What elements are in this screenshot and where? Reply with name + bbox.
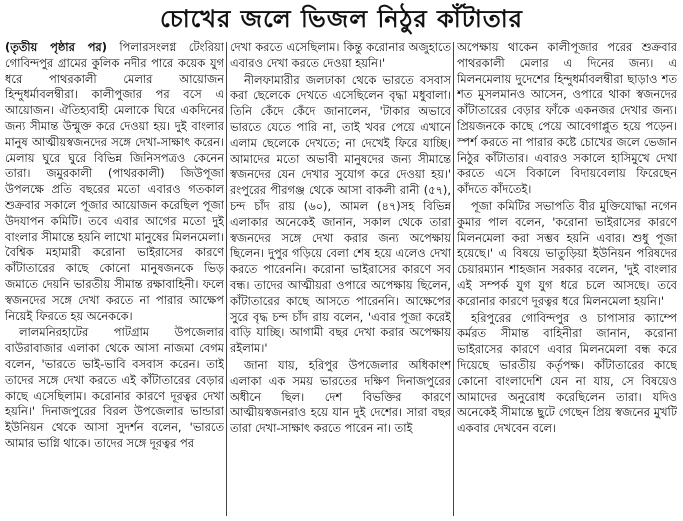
article-column-1 (5, 40, 224, 518)
article-paragraph: দেখা করতে এসেছিলাম। কিন্তু করোনার অজুহাতে এবারও দেখা করতে দেওয়া হয়নি।' (230, 40, 451, 70)
column-divider (453, 42, 454, 516)
article-paragraph: অপেক্ষায় থাকেন কালীপূজার পরের শুক্রবার পাথরকালী মেলার এ দিনের জন্য। এ মিলনমেলায় দুদেশের হিন্দুধর্মাবলম্বীরা ছাড়াও শত শত মুসলমানও আসেন, ওপারে থাকা স্বজনদের কাঁটাতারের বেড়ার ফাঁকে একনজর দেখার জন্য। প্রিয়জনকে কাছে পেয়ে আবেগাপ্লুত হয়ে পড়েন। স্পর্শ করতে না পারার কষ্টে চোখের জলে ভেজান নিঠুর কাঁটাতার। এবারও সকালে হাসিমুখে দেখা করতে এসে বিকালে বিদায়বেলায় ফিরেছেন কাঁদতে কাঁদতেই। (457, 40, 677, 197)
article-paragraph: নীলফামারীর জলঢাকা থেকে ভারতে বসবাস করা ছেলেকে দেখতে এসেছিলেন বৃদ্ধা মধুবালা। তিনি কেঁদে কেঁদে জানালেন, 'টাকার অভাবে ভারতে যেতে পারি না, তাই খবর পেয়ে এখানে এলাম ছেলেকে দেখতে; না দেখেই ফিরে যাচ্ছি। আমাদের মতো অভাবী মানুষদের জন্য সীমান্তে স্বজনদের যেন দেখার সুযোগ করে দেওয়া হয়।' রংপুরের পীরগঞ্জ থেকে আসা বাকলী রানী (৫৭), চন্দ চাঁদ রায় (৬০), আমল (৪৭)সহ বিভিন্ন এলাকার অনেকেই জানান, সকাল থেকে তারা স্বজনদের সঙ্গে দেখা করার জন্য অপেক্ষায় ছিলেন। দুপুর গড়িয়ে বেলা শেষ হয়ে এলেও দেখা করতে পারেননি। করোনা ভাইরাসের কারণে সব বন্ধ। তাদের আত্মীয়রা ওপারে অপেক্ষায় ছিলেন, কাঁটাতারের কাছে আসতে পারেননি। আক্ষেপের সুরে বৃদ্ধ চন্দ চাঁদ রায় বলেন, 'এবার পূজা করেই বাড়ি যাচ্ছি। আগামী বছর দেখা করার অপেক্ষায় রইলাম।' (230, 72, 451, 356)
paragraph-text: পিলারসংলগ্ন টেংরিয়া গোবিন্দপুর গ্রামের কুলিক নদীর পারে কয়েক যুগ ধরে পাথরকালী মেলার আয়োজন হিন্দুধর্মাবলম্বীরা। কালীপুজার পর বসে এ আয়োজন। ঐতিহ্যবাহী মেলাকে ঘিরে একদিনের জন্য সীমান্ত উন্মুক্ত করে দেওয়া হয়। দুই বাংলার মানুষ আত্মীয়স্বজনদের সঙ্গে দেখা-সাক্ষাৎ করেন। মেলায় ঘুরে ঘুরে বিভিন্ন জিনিসপত্রও কেনেন তারা। জমুরকালী (পাথরকালী) জিউপূজা উপলক্ষে প্রতি বছরের মতো এবারও গতকাল শুক্রবার সকালে পূজার আয়োজন করেছিল পূজা উদযাপন কমিটি। তবে এবার আগের মতো দুই বাংলার সীমান্তে হয়নি লাখো মানুষের মিলনমেলা। বৈশ্বিক মহামারী করোনা ভাইরাসের কারণে কাঁটাতারের কাছে কোনো মানুষজনকে ভিড় জমাতে দেয়নি ভারতীয় সীমান্ত রক্ষাবাহিনী। ফলে স্বজনদের সঙ্গে দেখা করতে না পারার আক্ষেপ নিয়েই ফিরতে হয় অনেককে। (5, 40, 224, 323)
article-column-3 (457, 40, 677, 518)
continuation-reference: (তৃতীয় পৃষ্ঠার পর) (5, 40, 107, 54)
article-paragraph: পূজা কমিটির সভাপতি বীর মুক্তিযোদ্ধা নগেন কুমার পাল বলেন, 'করোনা ভাইরাসের কারণে মিলনমেলা করা সম্ভব হয়নি এবার। শুধু পূজা হয়েছে।' এ বিষয়ে ভাতুড়িয়া ইউনিয়ন পরিষদের চেয়ারম্যান শাহজান সরকার বলেন, 'দুই বাংলার এই সম্পর্ক যুগ যুগ ধরে চলে আসছে। তবে করোনার কারণে দূরত্বর ধরে মিলনমেলা হয়নি।' (457, 198, 677, 308)
article-paragraph (5, 40, 224, 324)
article-paragraph: জানা যায়, হরিপুর উপজেলার অধিকাংশ এলাকা এক সময় ভারতের দক্ষিণ দিনাজপুরের অধীনে ছিল। দেশ বিভক্তির কারণে আত্মীয়স্বজনরাও হয়ে যান দুই দেশের। সারা বছর তারা দেখা-সাক্ষাৎ করতে পারেন না। তাই (230, 357, 451, 436)
article-paragraph: লালমনিরহাটের পাটগ্রাম উপজেলার বাউরাবাজার এলাকা থেকে আসা নাজমা বেগম বলেন, 'ভারতে ভাই-ভাবি বসবাস করেন। তাই তাদের সঙ্গে দেখা করতে এই কাঁটাতারের বেড়ার কাছে এসেছিলাম। করোনার কারণে দূরত্বর দেখা হয়নি।' দিনাজপুরের বিরল উপজেলার ভান্ডারা ইউনিয়ন থেকে আসা সুদর্শন বলেন, 'ভারতে আমার ভাগ্নি থাকে। তাদের সঙ্গে দূরত্বর পর (5, 325, 224, 450)
column-divider (226, 42, 227, 516)
article-paragraph: হরিপুরের গোবিন্দপুর ও চাপাসার ক্যাম্পে কর্মরত সীমান্ত বাহিনীরা জানান, করোনা ভাইরাসের কারণে এবার মিলনমেলা বন্ধ করে দিয়েছে ভারতীয় কর্তৃপক্ষ। কাঁটাতারের কাছে কোনো বাংলাদেশি যেন না যায়, সে বিষয়েও আমাদের অনুরোধ করেছিলেন তারা। যদিও অনেকেই সীমান্তে ছুটে গেছেন প্রিয় স্বজনের মুখটি একবার দেখবেন বলে। (457, 310, 677, 436)
headline: চোখের জলে ভিজল নিঠুর কাঁটাতার (160, 5, 523, 33)
article-column-2 (230, 40, 451, 518)
